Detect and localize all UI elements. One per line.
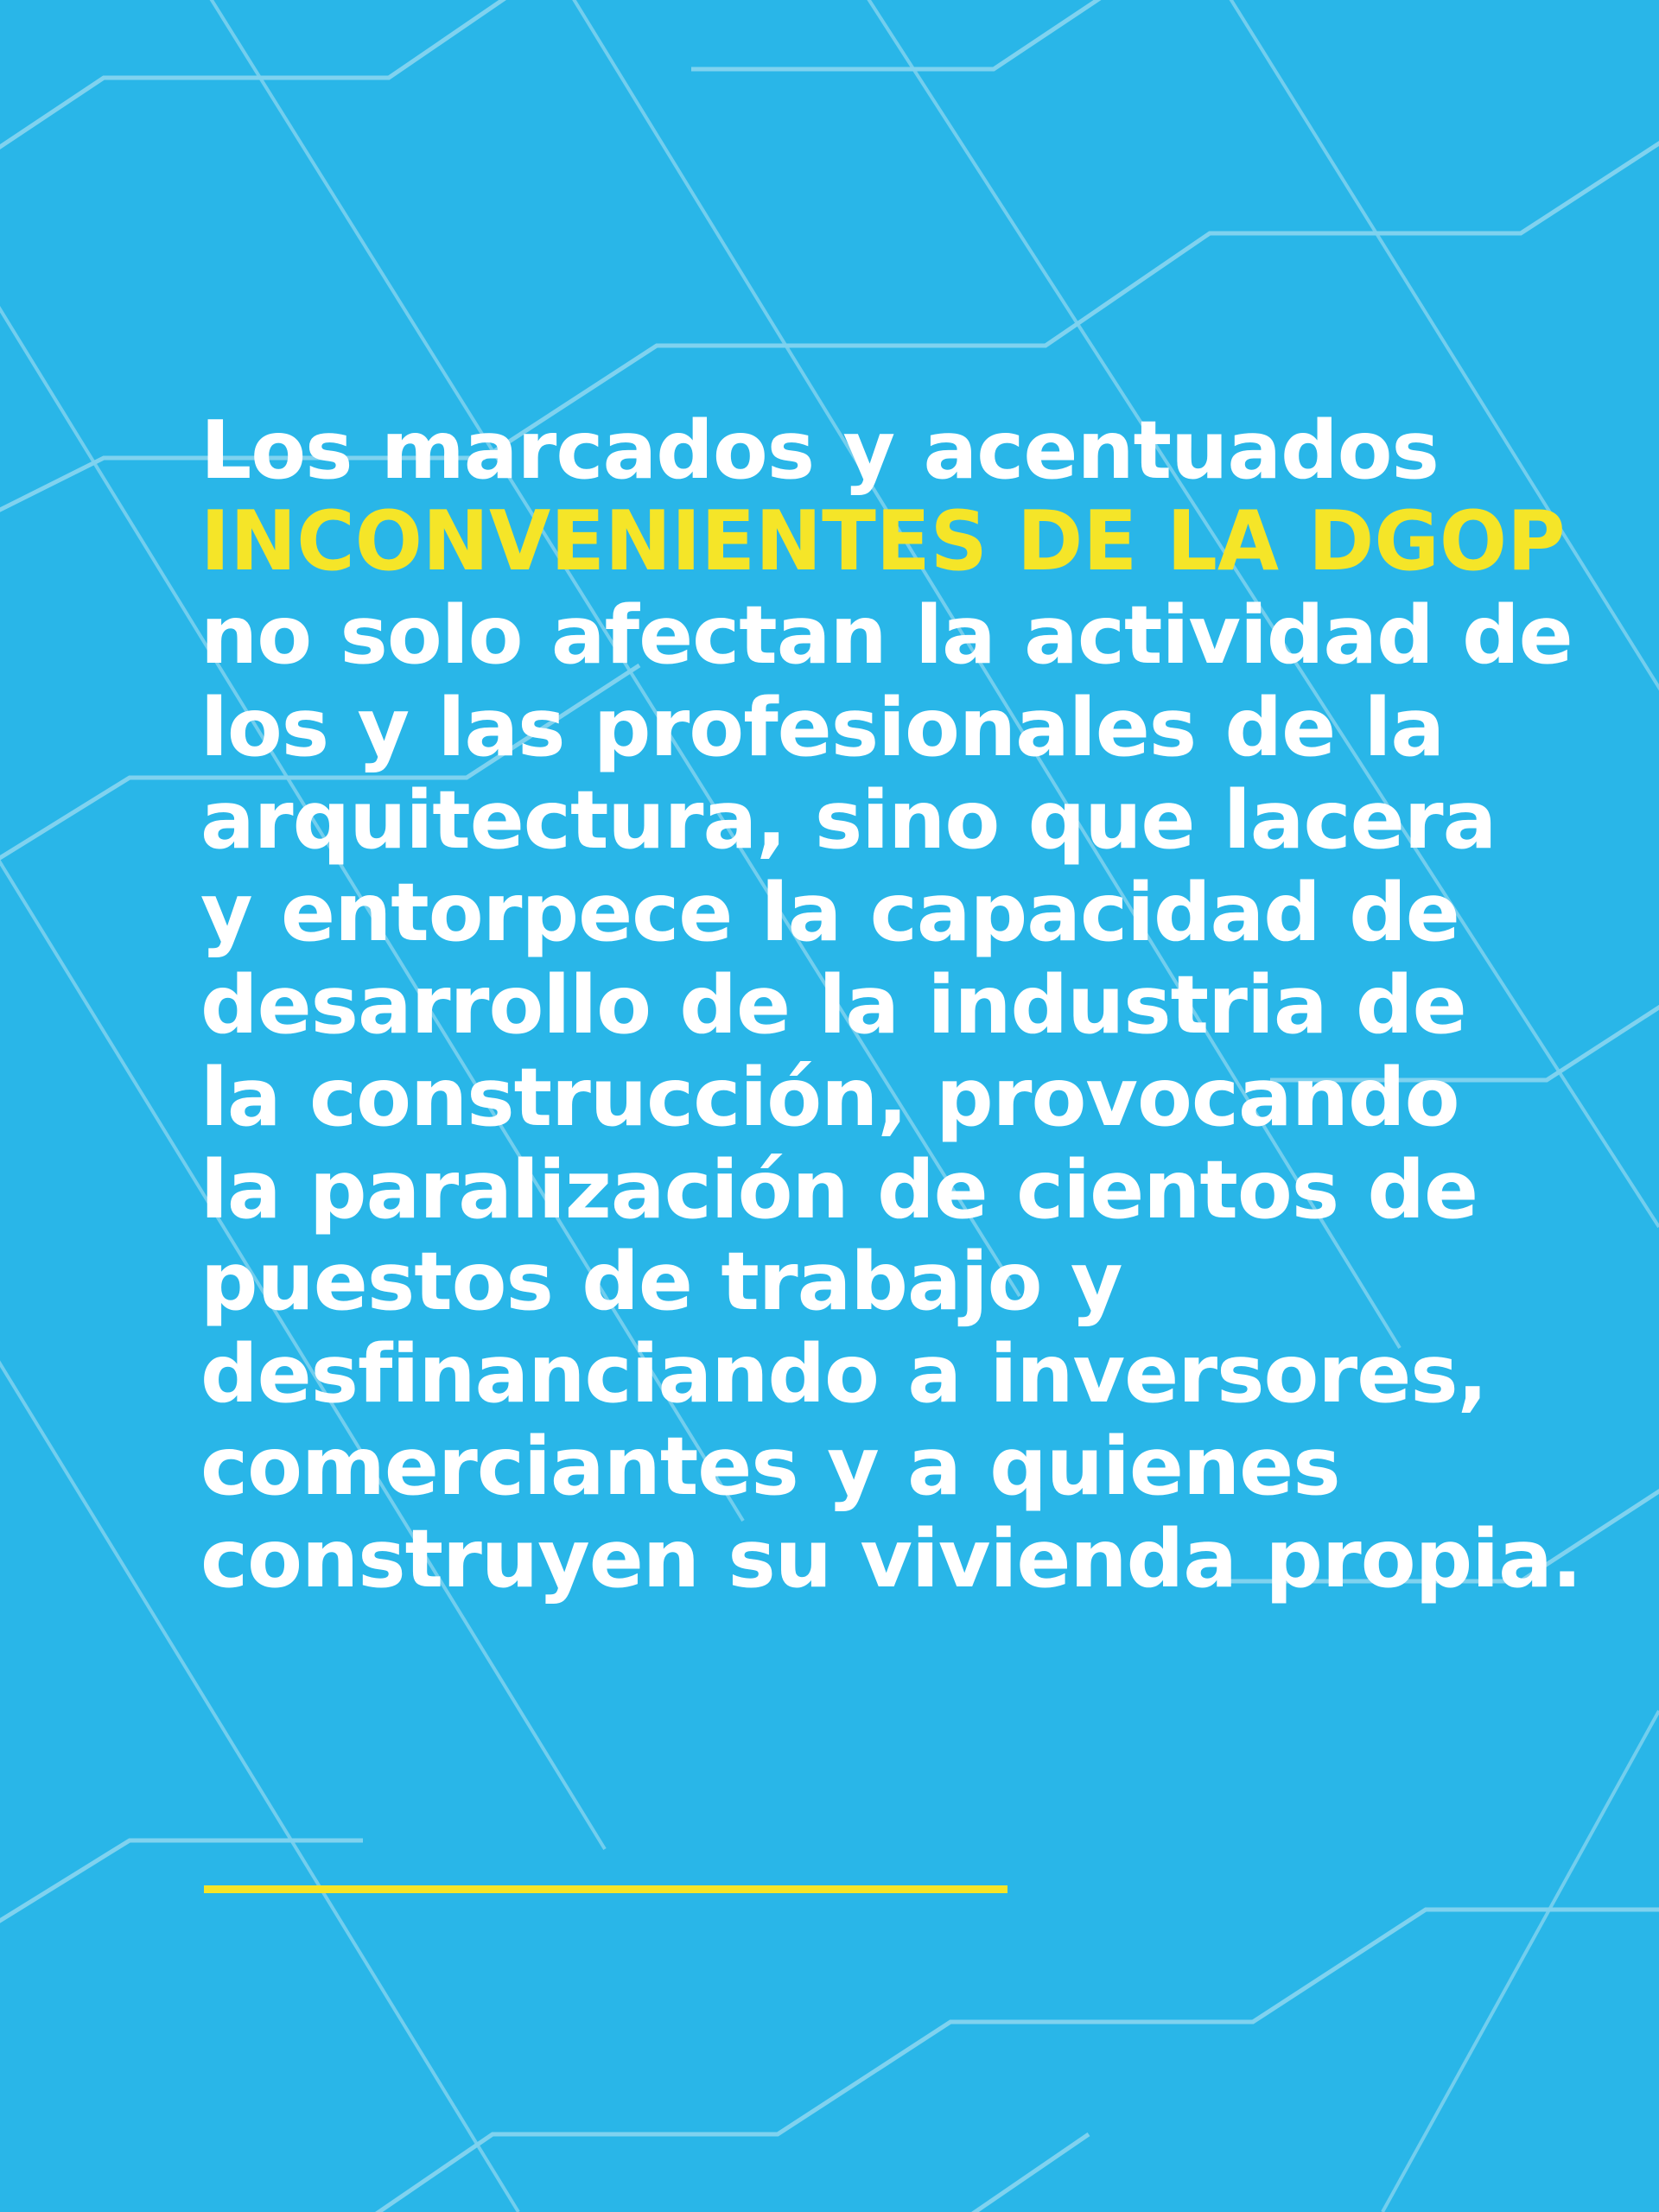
statement-line: Los marcados y acentuados [200,404,1439,497]
statement-line: arquitectura, sino que lacera [200,772,1497,867]
statement-line: los y las profesionales de la [200,680,1445,774]
statement-line: y entorpece la capacidad de [200,865,1459,959]
statement-block [200,404,1582,1606]
accent-rule [204,1885,1007,1893]
statement-line: la construcción, provocando [200,1050,1459,1144]
statement-highlight: INCONVENIENTES DE LA DGOP [200,493,1566,589]
statement-line: desfinanciando a inversores, [200,1327,1487,1421]
page-statement [200,404,1582,1606]
statement-line: construyen su vivienda propia. [200,1512,1582,1606]
statement-line: puestos de trabajo y [200,1235,1122,1329]
statement-line: comerciantes y a quienes [200,1420,1340,1514]
statement-line: desarrollo de la industria de [200,957,1466,1052]
statement-line: la paralización de cientos de [200,1142,1478,1236]
statement-line: no solo afectan la actividad de [200,588,1573,682]
